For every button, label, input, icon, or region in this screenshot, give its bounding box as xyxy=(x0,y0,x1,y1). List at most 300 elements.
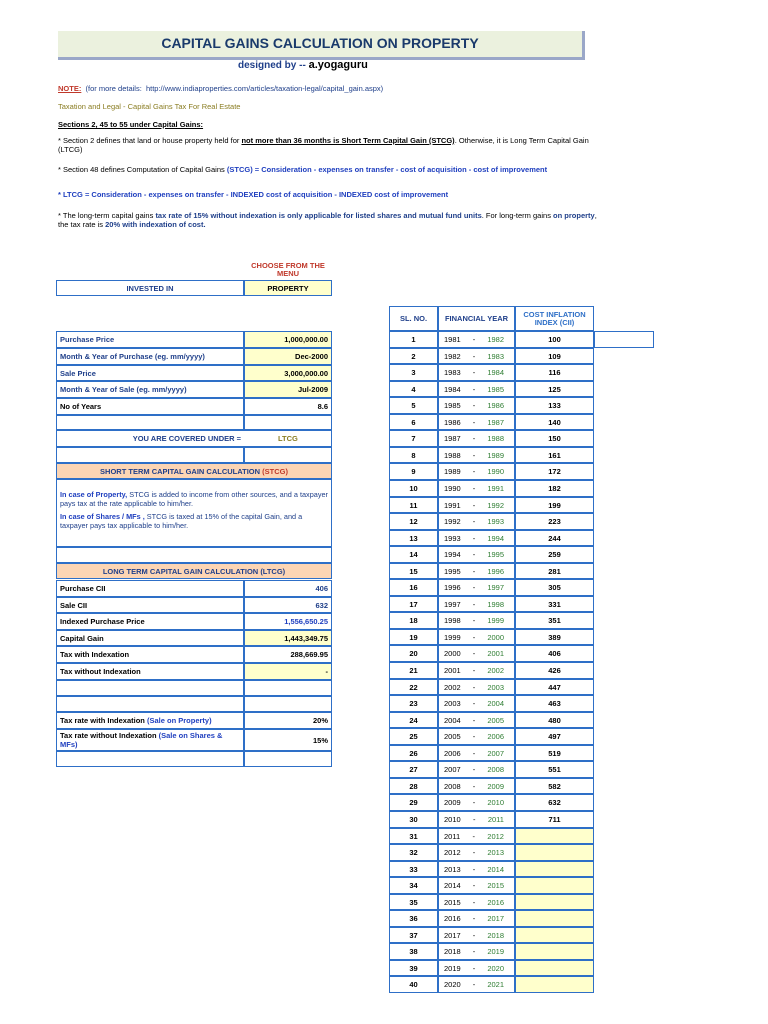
fy-start: 1986 xyxy=(444,417,461,427)
cii-row-value[interactable] xyxy=(515,828,594,844)
cii-row-financial-year xyxy=(438,695,515,712)
fy-end: 2000 xyxy=(487,632,504,642)
purchase-date-label: Month & Year of Purchase (eg. mm/yyyy) xyxy=(56,348,244,365)
fy-dash: - xyxy=(472,599,476,609)
fy-start: 1996 xyxy=(444,583,461,592)
cii-row-value: 389 xyxy=(515,629,594,645)
sale-cii-label: Sale CII xyxy=(56,597,244,613)
fy-start: 1989 xyxy=(444,467,461,476)
cii-row-financial-year xyxy=(438,828,515,844)
fy-end: 2007 xyxy=(487,748,504,758)
cii-row-financial-year xyxy=(438,513,515,530)
invested-in-label: INVESTED IN xyxy=(56,280,244,296)
fy-dash: - xyxy=(472,417,476,427)
cii-row-value: 140 xyxy=(515,414,594,430)
fy-dash: - xyxy=(472,715,476,725)
cii-row-financial-year xyxy=(438,364,515,381)
years-label: No of Years xyxy=(56,398,244,415)
blank-row xyxy=(244,680,332,696)
fy-start: 2020 xyxy=(444,980,461,989)
cii-row-financial-year xyxy=(438,745,515,761)
fy-dash: - xyxy=(472,351,476,361)
tax-without-indexation-value: - xyxy=(244,663,332,680)
note-paragraph-3: * LTCG = Consideration - expenses on transfer - INDEXED cost of acquisition - INDEXED cost of improvement xyxy=(58,190,449,199)
fy-end: 2015 xyxy=(487,881,504,890)
fy-dash: - xyxy=(472,335,476,344)
designed-by: designed by -- a.yogaguru xyxy=(238,59,368,71)
fy-end: 2021 xyxy=(487,980,504,989)
cii-row-financial-year xyxy=(438,331,515,348)
fy-start: 1998 xyxy=(444,616,461,625)
cii-row-sl: 29 xyxy=(389,794,438,811)
fy-end: 2008 xyxy=(487,765,504,774)
cii-row-value[interactable] xyxy=(515,976,594,993)
note-paragraph-2: * Section 48 defines Computation of Capital Gains (STCG) = Consideration - expenses on transfer - cost of acquisition - cost of improvement xyxy=(58,165,548,174)
fy-start: 2003 xyxy=(444,699,461,708)
col-header-cii: COST INFLATION INDEX (CII) xyxy=(515,306,594,331)
fy-end: 2020 xyxy=(487,963,504,973)
cii-row-value: 133 xyxy=(515,397,594,414)
years-value: 8.6 xyxy=(244,398,332,415)
tax-rate-without-value[interactable]: 15% xyxy=(244,729,332,751)
fy-start: 2013 xyxy=(444,864,461,874)
cii-row-financial-year xyxy=(438,778,515,794)
fy-start: 1988 xyxy=(444,450,461,460)
fy-dash: - xyxy=(472,765,476,774)
fy-end: 1992 xyxy=(487,500,504,510)
fy-end: 1991 xyxy=(487,484,504,493)
fy-dash: - xyxy=(472,583,476,592)
cii-row-sl: 11 xyxy=(389,497,438,513)
fy-dash: - xyxy=(472,566,476,576)
capital-gain-label: Capital Gain xyxy=(56,630,244,646)
cii-row-sl: 16 xyxy=(389,579,438,596)
cii-row-financial-year xyxy=(438,861,515,877)
cii-row-financial-year xyxy=(438,463,515,480)
blank-row xyxy=(244,751,332,767)
fy-end: 1982 xyxy=(487,335,504,344)
cii-row-value: 331 xyxy=(515,596,594,612)
fy-start: 1994 xyxy=(444,550,461,559)
fy-end: 1994 xyxy=(487,533,504,543)
fy-end: 1986 xyxy=(487,401,504,410)
fy-dash: - xyxy=(472,864,476,874)
fy-dash: - xyxy=(472,500,476,510)
cii-row-value: 632 xyxy=(515,794,594,811)
purchase-price-input[interactable]: 1,000,000.00 xyxy=(244,331,332,348)
cii-row-sl: 35 xyxy=(389,894,438,910)
fy-end: 2001 xyxy=(487,649,504,658)
details-link[interactable]: http://www.indiaproperties.com/articles/taxation-legal/capital_gain.aspx) xyxy=(145,84,384,93)
cii-row-value: 551 xyxy=(515,761,594,778)
tax-rate-without-label: Tax rate without Indexation (Sale on Shares & MFs) xyxy=(56,729,244,751)
cii-row-sl: 12 xyxy=(389,513,438,530)
cii-row-value: 711 xyxy=(515,811,594,828)
cii-row-value: 100 xyxy=(515,331,594,348)
fy-dash: - xyxy=(472,467,476,476)
cii-row-financial-year xyxy=(438,960,515,976)
cii-row-sl: 33 xyxy=(389,861,438,877)
cii-row-value: 116 xyxy=(515,364,594,381)
fy-end: 2016 xyxy=(487,897,504,907)
cii-row-financial-year xyxy=(438,563,515,579)
author-name: a.yogaguru xyxy=(308,59,368,71)
cii-row-sl: 31 xyxy=(389,828,438,844)
blank-row xyxy=(56,415,244,430)
stcg-text xyxy=(56,479,332,547)
cii-row-value[interactable] xyxy=(515,960,594,976)
fy-dash: - xyxy=(472,947,476,956)
fy-dash: - xyxy=(472,914,476,923)
capital-gain-value: 1,443,349.75 xyxy=(244,630,332,646)
cii-row-value[interactable] xyxy=(515,910,594,927)
fy-dash: - xyxy=(472,616,476,625)
fy-end: 2011 xyxy=(487,815,504,824)
fy-dash: - xyxy=(472,831,475,841)
fy-end: 2002 xyxy=(487,666,504,675)
fy-end: 1993 xyxy=(487,517,504,526)
stcg-property-note: In case of Property, STCG is added to income from other sources, and a taxpayer pays tax at the rate applicable to him/her. xyxy=(60,490,328,508)
fy-dash: - xyxy=(472,930,476,940)
fy-start: 2000 xyxy=(444,649,461,658)
fy-dash: - xyxy=(472,401,476,410)
fy-start: 1990 xyxy=(444,484,461,493)
fy-end: 2006 xyxy=(487,732,504,741)
fy-dash: - xyxy=(472,517,476,526)
cii-row-financial-year xyxy=(438,712,515,728)
fy-start: 1983 xyxy=(444,368,461,377)
cii-row-value: 244 xyxy=(515,530,594,546)
cii-row-sl: 32 xyxy=(389,844,438,861)
cii-row-value[interactable] xyxy=(515,877,594,894)
covered-under-value: LTCG xyxy=(244,430,332,447)
cii-row-value: 582 xyxy=(515,778,594,794)
col-header-financial-year: FINANCIAL YEAR xyxy=(438,306,515,331)
cii-row-sl: 10 xyxy=(389,480,438,497)
fy-dash: - xyxy=(472,682,476,692)
fy-start: 2012 xyxy=(444,848,461,857)
fy-dash: - xyxy=(472,881,476,890)
fy-dash: - xyxy=(472,848,476,857)
cii-row-financial-year xyxy=(438,645,515,662)
covered-under-label: YOU ARE COVERED UNDER = xyxy=(56,430,244,447)
cii-row-sl: 8 xyxy=(389,447,438,463)
note-line: NOTE: (for more details: http://www.indiaproperties.com/articles/taxation-legal/capital_gain.aspx) xyxy=(58,84,384,93)
fy-dash: - xyxy=(472,384,476,394)
cii-row-financial-year xyxy=(438,629,515,645)
cii-row-sl: 27 xyxy=(389,761,438,778)
fy-start: 2002 xyxy=(444,682,461,692)
cii-row-financial-year xyxy=(438,430,515,447)
fy-start: 2015 xyxy=(444,897,461,907)
fy-end: 1989 xyxy=(487,450,504,460)
sale-price-label: Sale Price xyxy=(56,365,244,381)
stcg-heading: SHORT TERM CAPITAL GAIN CALCULATION (STCG) xyxy=(56,463,332,479)
cii-row-financial-year xyxy=(438,943,515,960)
blank-row xyxy=(56,751,244,767)
cii-row-financial-year xyxy=(438,794,515,811)
cii-row-financial-year xyxy=(438,579,515,596)
fy-end: 1997 xyxy=(487,583,504,592)
cii-row-sl: 9 xyxy=(389,463,438,480)
cii-row-financial-year xyxy=(438,976,515,993)
cii-row-sl: 6 xyxy=(389,414,438,430)
tax-rate-with-value[interactable]: 20% xyxy=(244,712,332,729)
cii-row-financial-year xyxy=(438,877,515,894)
cii-row-financial-year xyxy=(438,348,515,364)
fy-start: 2005 xyxy=(444,732,461,741)
cii-row-sl: 19 xyxy=(389,629,438,645)
cii-row-value[interactable] xyxy=(515,894,594,910)
cii-row-value: 426 xyxy=(515,662,594,679)
cii-row-value: 480 xyxy=(515,712,594,728)
cii-row-value[interactable] xyxy=(515,943,594,960)
cii-row-value: 281 xyxy=(515,563,594,579)
fy-start: 2001 xyxy=(444,666,461,675)
fy-start: 1993 xyxy=(444,533,461,543)
cii-row-sl: 37 xyxy=(389,927,438,943)
purchase-cii-label: Purchase CII xyxy=(56,580,244,597)
cii-row-sl: 34 xyxy=(389,877,438,894)
cii-row-sl: 24 xyxy=(389,712,438,728)
cii-row-financial-year xyxy=(438,927,515,943)
cii-row-financial-year xyxy=(438,497,515,513)
cii-row-sl: 40 xyxy=(389,976,438,993)
fy-dash: - xyxy=(472,963,476,973)
fy-end: 2009 xyxy=(487,781,504,791)
fy-start: 2016 xyxy=(444,914,461,923)
fy-end: 1999 xyxy=(487,616,504,625)
fy-start: 1997 xyxy=(444,599,461,609)
tax-with-indexation-label: Tax with Indexation xyxy=(56,646,244,663)
purchase-price-label: Purchase Price xyxy=(56,331,244,348)
blank-row xyxy=(56,680,244,696)
cii-row-financial-year xyxy=(438,612,515,629)
cii-row-value: 463 xyxy=(515,695,594,712)
fy-end: 2018 xyxy=(487,930,504,940)
cii-row-value: 447 xyxy=(515,679,594,695)
col-header-sl: SL. NO. xyxy=(389,306,438,331)
fy-end: 2019 xyxy=(487,947,504,956)
cii-row-value: 406 xyxy=(515,645,594,662)
cii-row-value: 497 xyxy=(515,728,594,745)
indexed-price-label: Indexed Purchase Price xyxy=(56,613,244,630)
fy-dash: - xyxy=(473,815,476,824)
cii-row-financial-year xyxy=(438,662,515,679)
fy-end: 1990 xyxy=(487,467,504,476)
fy-dash: - xyxy=(472,649,476,658)
fy-start: 2009 xyxy=(444,798,461,807)
fy-start: 2011 xyxy=(444,831,461,841)
fy-dash: - xyxy=(472,484,476,493)
cii-row-value: 199 xyxy=(515,497,594,513)
fy-end: 1998 xyxy=(487,599,504,609)
cii-row-sl: 20 xyxy=(389,645,438,662)
fy-dash: - xyxy=(472,666,476,675)
note-paragraph-4: * The long-term capital gains tax rate of 15% without indexation is only applicable for listed shares and mutual fund units. For long-term gains on property, the tax rate is 20% with indexation of cost. xyxy=(58,211,597,229)
cii-row-financial-year xyxy=(438,728,515,745)
sale-price-input[interactable]: 3,000,000.00 xyxy=(244,365,332,381)
cii-row-sl: 3 xyxy=(389,364,438,381)
fy-start: 1984 xyxy=(444,384,461,394)
fy-end: 2012 xyxy=(487,831,504,841)
cii-row-sl: 5 xyxy=(389,397,438,414)
fy-dash: - xyxy=(472,980,476,989)
fy-start: 1992 xyxy=(444,517,461,526)
fy-dash: - xyxy=(472,533,476,543)
cii-row-value: 161 xyxy=(515,447,594,463)
cii-row-sl: 1 xyxy=(389,331,438,348)
fy-dash: - xyxy=(472,732,476,741)
fy-end: 2003 xyxy=(487,682,504,692)
blank-row xyxy=(244,696,332,712)
cii-row-value: 182 xyxy=(515,480,594,497)
blank-row xyxy=(244,415,332,430)
tax-rate-with-label: Tax rate with Indexation (Sale on Property) xyxy=(56,712,244,729)
cii-row-sl: 23 xyxy=(389,695,438,712)
purchase-date-input[interactable]: Dec-2000 xyxy=(244,348,332,365)
cii-row-sl: 13 xyxy=(389,530,438,546)
cii-row-financial-year xyxy=(438,894,515,910)
blank-row xyxy=(244,447,332,463)
sections-heading: Sections 2, 45 to 55 under Capital Gains: xyxy=(58,120,204,129)
cii-row-value: 109 xyxy=(515,348,594,364)
fy-start: 1987 xyxy=(444,434,461,443)
cii-row-sl: 15 xyxy=(389,563,438,579)
cii-row-value: 172 xyxy=(515,463,594,480)
cii-row-sl: 25 xyxy=(389,728,438,745)
fy-dash: - xyxy=(472,699,476,708)
fy-start: 2008 xyxy=(444,781,461,791)
fy-start: 1999 xyxy=(444,632,461,642)
fy-start: 2019 xyxy=(444,963,461,973)
blank-row xyxy=(56,696,244,712)
cii-row-financial-year xyxy=(438,546,515,563)
cii-row-value: 223 xyxy=(515,513,594,530)
fy-end: 1984 xyxy=(487,368,504,377)
fy-dash: - xyxy=(472,368,476,377)
fy-start: 2018 xyxy=(444,947,461,956)
cii-row-value: 351 xyxy=(515,612,594,629)
cii-row-value[interactable] xyxy=(515,927,594,943)
sale-cii-value: 632 xyxy=(244,597,332,613)
fy-start: 2017 xyxy=(444,930,461,940)
cii-row-financial-year xyxy=(438,596,515,612)
cii-row-value: 519 xyxy=(515,745,594,761)
fy-end: 1988 xyxy=(487,434,504,443)
cii-row-financial-year xyxy=(438,910,515,927)
fy-end: 2004 xyxy=(487,699,504,708)
stcg-shares-note: In case of Shares / MFs , STCG is taxed at 15% of the capital Gain, and a taxpayer pays tax applicable to him/her. xyxy=(60,512,303,530)
blank-row xyxy=(56,447,244,463)
cii-row-value: 125 xyxy=(515,381,594,397)
fy-dash: - xyxy=(472,748,476,758)
fy-end: 1987 xyxy=(487,417,504,427)
cii-row-sl: 39 xyxy=(389,960,438,976)
purchase-cii-value: 406 xyxy=(244,580,332,597)
fy-end: 2017 xyxy=(487,914,504,923)
cii-row-sl: 7 xyxy=(389,430,438,447)
cii-row-sl: 28 xyxy=(389,778,438,794)
note-paragraph-1: * Section 2 defines that land or house property held for not more than 36 months is Short Term Capital Gain (STCG). Otherwise, it is Long Term Capital Gain (LTCG) xyxy=(58,136,589,154)
cii-row-sl: 30 xyxy=(389,811,438,828)
fy-start: 1985 xyxy=(444,401,461,410)
cii-row-sl: 26 xyxy=(389,745,438,761)
fy-end: 1995 xyxy=(487,550,504,559)
cii-row-value: 150 xyxy=(515,430,594,447)
fy-end: 2010 xyxy=(487,798,504,807)
page-title: CAPITAL GAINS CALCULATION ON PROPERTY xyxy=(58,31,585,60)
sale-date-label: Month & Year of Sale (eg. mm/yyyy) xyxy=(56,381,244,398)
tax-without-indexation-label: Tax without Indexation xyxy=(56,663,244,680)
fy-dash: - xyxy=(472,434,476,443)
fy-dash: - xyxy=(472,632,476,642)
sale-date-input[interactable]: Jul-2009 xyxy=(244,381,332,398)
fy-dash: - xyxy=(472,450,476,460)
choose-menu-label: CHOOSE FROM THE MENU xyxy=(251,261,325,278)
cii-row-financial-year xyxy=(438,414,515,430)
cii-row-financial-year xyxy=(438,811,515,828)
fy-start: 1995 xyxy=(444,566,461,576)
cii-row-sl: 38 xyxy=(389,943,438,960)
cii-row-sl: 17 xyxy=(389,596,438,612)
fy-start: 1991 xyxy=(444,500,461,510)
blank-row xyxy=(56,547,332,563)
fy-dash: - xyxy=(472,798,476,807)
blank-cell xyxy=(594,331,654,348)
fy-start: 2006 xyxy=(444,748,461,758)
fy-start: 1982 xyxy=(444,351,461,361)
cii-row-value[interactable] xyxy=(515,844,594,861)
cii-row-financial-year xyxy=(438,844,515,861)
cii-row-sl: 2 xyxy=(389,348,438,364)
fy-end: 2014 xyxy=(487,864,504,874)
fy-end: 2005 xyxy=(487,715,504,725)
cii-row-value: 305 xyxy=(515,579,594,596)
cii-row-financial-year xyxy=(438,397,515,414)
fy-end: 1996 xyxy=(487,566,504,576)
invested-in-select[interactable]: PROPERTY xyxy=(244,280,332,296)
fy-end: 1983 xyxy=(487,351,504,361)
fy-start: 2004 xyxy=(444,715,461,725)
taxation-legal-heading: Taxation and Legal - Capital Gains Tax For Real Estate xyxy=(58,102,241,111)
fy-dash: - xyxy=(472,550,476,559)
cii-row-sl: 18 xyxy=(389,612,438,629)
fy-start: 2007 xyxy=(444,765,461,774)
fy-start: 2010 xyxy=(444,815,461,824)
cii-row-value: 259 xyxy=(515,546,594,563)
ltcg-heading: LONG TERM CAPITAL GAIN CALCULATION (LTCG) xyxy=(56,563,332,579)
cii-row-financial-year xyxy=(438,679,515,695)
fy-start: 2014 xyxy=(444,881,461,890)
fy-end: 1985 xyxy=(487,384,504,394)
cii-row-sl: 22 xyxy=(389,679,438,695)
cii-row-sl: 14 xyxy=(389,546,438,563)
cii-row-sl: 4 xyxy=(389,381,438,397)
cii-row-financial-year xyxy=(438,761,515,778)
fy-dash: - xyxy=(472,781,476,791)
cii-row-value[interactable] xyxy=(515,861,594,877)
cii-row-financial-year xyxy=(438,447,515,463)
indexed-price-value: 1,556,650.25 xyxy=(244,613,332,630)
tax-with-indexation-value: 288,669.95 xyxy=(244,646,332,663)
fy-dash: - xyxy=(472,897,476,907)
cii-row-financial-year xyxy=(438,480,515,497)
cii-row-sl: 36 xyxy=(389,910,438,927)
cii-row-sl: 21 xyxy=(389,662,438,679)
fy-start: 1981 xyxy=(444,335,461,344)
cii-row-financial-year xyxy=(438,530,515,546)
